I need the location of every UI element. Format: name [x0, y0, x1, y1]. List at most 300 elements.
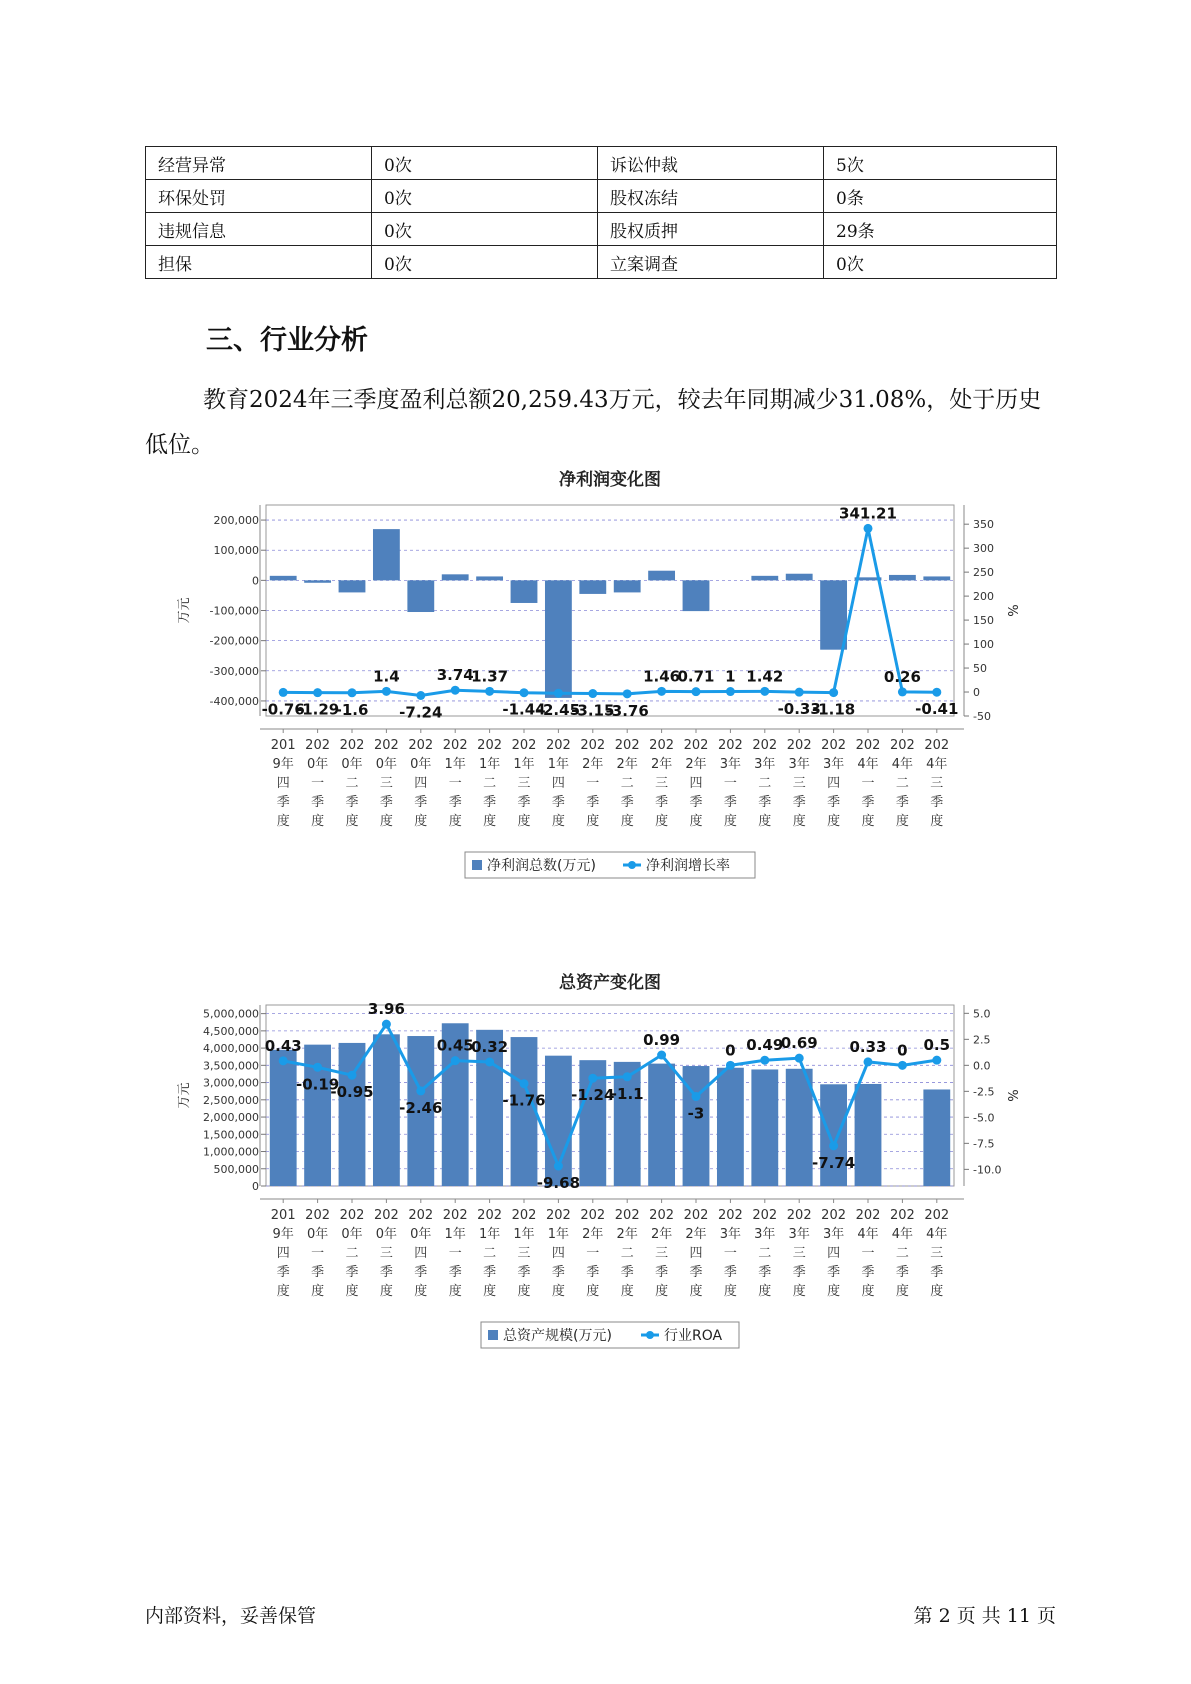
- data-label: -3.15: [571, 701, 615, 720]
- x-tick-label: 4年: [891, 757, 914, 772]
- x-tick-label: 度: [689, 1284, 703, 1299]
- x-tick-label: 度: [379, 814, 393, 829]
- data-label: 0.45: [436, 1036, 474, 1055]
- line-point: [279, 1056, 288, 1065]
- bar: [339, 1043, 366, 1186]
- x-tick-label: 四: [414, 1246, 428, 1261]
- x-tick-label: 度: [655, 1284, 669, 1299]
- data-label: 1.37: [471, 667, 509, 686]
- bar: [648, 571, 675, 581]
- data-label: -0.19: [295, 1075, 340, 1094]
- table-cell: 0次: [372, 147, 598, 180]
- y2-tick-label: -5.0: [973, 1111, 995, 1125]
- y-tick-label: 4,000,000: [203, 1042, 259, 1056]
- table-cell: 0次: [372, 213, 598, 246]
- bar: [511, 580, 538, 603]
- x-tick-label: 度: [723, 1284, 737, 1299]
- line-point: [279, 688, 288, 697]
- data-label: -0.76: [261, 700, 305, 719]
- x-tick-label: 202: [477, 738, 503, 753]
- x-tick-label: 2年: [616, 1227, 638, 1242]
- x-tick-label: 度: [758, 1284, 772, 1299]
- y-tick-label: -300,000: [209, 664, 259, 678]
- x-tick-label: 202: [408, 738, 434, 753]
- x-tick-label: 4年: [926, 1227, 948, 1242]
- x-tick-label: 三: [930, 1246, 944, 1261]
- line-point: [898, 1061, 907, 1070]
- data-label: 341.21: [839, 504, 897, 523]
- data-label: 0.26: [883, 667, 921, 686]
- x-tick-label: 度: [930, 1284, 944, 1299]
- bar: [476, 576, 503, 580]
- table-row: [146, 180, 1057, 213]
- x-tick-label: 季: [620, 1265, 634, 1280]
- bar: [579, 580, 606, 594]
- x-tick-label: 季: [723, 1265, 737, 1280]
- line-point: [382, 1020, 391, 1029]
- x-tick-label: 季: [345, 795, 359, 810]
- x-tick-label: 202: [373, 1208, 399, 1223]
- line-point: [657, 687, 666, 696]
- line-point: [554, 689, 563, 698]
- bar: [923, 576, 950, 580]
- x-tick-label: 二: [758, 1246, 772, 1261]
- line-point: [795, 688, 804, 697]
- x-tick-label: 度: [276, 814, 290, 829]
- x-tick-label: 度: [792, 814, 806, 829]
- y2-tick-label: -10.0: [973, 1163, 1002, 1177]
- x-tick-label: 季: [414, 795, 428, 810]
- x-tick-label: 202: [408, 1208, 434, 1223]
- x-tick-label: 四: [551, 776, 565, 791]
- x-tick-label: 一: [448, 776, 462, 791]
- x-tick-label: 四: [276, 1246, 290, 1261]
- x-tick-label: 度: [414, 1284, 428, 1299]
- bar: [751, 576, 778, 581]
- data-label: -3.76: [605, 701, 649, 720]
- y-tick-label: 0: [252, 574, 259, 588]
- x-tick-label: 0年: [375, 1227, 398, 1242]
- x-tick-label: 1年: [444, 1227, 466, 1242]
- y-axis-label: 万元: [177, 1082, 192, 1109]
- x-tick-label: 一: [586, 776, 600, 791]
- x-tick-label: 4年: [926, 757, 948, 772]
- data-label: 3.74: [436, 666, 474, 685]
- x-tick-label: 三: [517, 1246, 531, 1261]
- data-label: 0.32: [471, 1038, 509, 1057]
- table-cell: 担保: [146, 246, 372, 279]
- x-tick-label: 3年: [754, 757, 776, 772]
- data-label: -0.41: [915, 700, 959, 719]
- x-tick-label: 0年: [410, 757, 432, 772]
- data-label: 0.71: [677, 667, 715, 686]
- x-tick-label: 三: [379, 1246, 393, 1261]
- footer-confidential: 内部资料，妥善保管: [145, 1605, 317, 1627]
- table-cell: 0次: [372, 246, 598, 279]
- x-tick-label: 季: [758, 795, 772, 810]
- x-tick-label: 二: [895, 776, 909, 791]
- y2-tick-label: 200: [973, 590, 994, 604]
- line-point: [416, 691, 425, 700]
- y2-tick-label: -50: [973, 710, 991, 723]
- bar: [373, 529, 400, 580]
- y2-tick-label: 50: [973, 662, 987, 676]
- line-point: [692, 1092, 701, 1101]
- y-tick-label: 200,000: [213, 514, 259, 528]
- x-tick-label: 1年: [478, 1227, 501, 1242]
- x-tick-label: 季: [895, 795, 909, 810]
- x-tick-label: 四: [827, 776, 841, 791]
- data-label: -2.45: [536, 701, 581, 720]
- line-point: [451, 1056, 460, 1065]
- x-tick-label: 度: [586, 814, 600, 829]
- legend-bar-label: 净利润总数(万元): [487, 858, 596, 874]
- x-tick-label: 202: [717, 738, 743, 753]
- x-tick-label: 202: [305, 738, 331, 753]
- line-point: [520, 688, 529, 697]
- x-tick-label: 度: [379, 1284, 393, 1299]
- x-tick-label: 度: [586, 1284, 600, 1299]
- y2-tick-label: 0: [973, 686, 980, 700]
- data-label: 0.33: [849, 1037, 887, 1056]
- x-tick-label: 度: [655, 814, 669, 829]
- line-point: [623, 1072, 632, 1081]
- data-label: -7.74: [811, 1153, 856, 1172]
- x-tick-label: 季: [276, 1265, 290, 1280]
- line-point: [864, 1057, 873, 1066]
- y2-tick-label: 150: [973, 614, 994, 628]
- x-tick-label: 一: [861, 776, 875, 791]
- bar: [786, 574, 813, 581]
- y2-tick-label: 5.0: [973, 1007, 991, 1021]
- y-axis-label: 万元: [177, 597, 192, 624]
- x-tick-label: 度: [895, 814, 909, 829]
- x-tick-label: 季: [517, 1265, 531, 1280]
- x-tick-label: 度: [551, 1284, 565, 1299]
- x-tick-label: 度: [827, 1284, 841, 1299]
- x-tick-label: 2年: [685, 757, 707, 772]
- section-heading: 三、行业分析: [206, 325, 368, 356]
- x-tick-label: 4年: [891, 1227, 914, 1242]
- x-tick-label: 202: [339, 738, 365, 753]
- x-tick-label: 季: [827, 1265, 841, 1280]
- x-tick-label: 3年: [822, 757, 845, 772]
- table-cell: 股权质押: [598, 213, 824, 246]
- x-tick-label: 2年: [582, 757, 604, 772]
- x-tick-label: 202: [821, 738, 847, 753]
- line-point: [485, 687, 494, 696]
- line-point: [692, 687, 701, 696]
- x-tick-label: 0年: [410, 1227, 432, 1242]
- x-tick-label: 度: [861, 1284, 875, 1299]
- x-tick-label: 季: [930, 1265, 944, 1280]
- x-tick-label: 202: [580, 738, 606, 753]
- net-profit-chart-svg: [170, 470, 1050, 950]
- x-tick-label: 202: [511, 1208, 537, 1223]
- bar: [373, 1034, 400, 1186]
- y2-tick-label: 350: [973, 518, 994, 532]
- bar: [855, 1084, 882, 1186]
- x-tick-label: 一: [311, 1246, 325, 1261]
- x-tick-label: 二: [483, 1246, 497, 1261]
- x-tick-label: 季: [311, 1265, 325, 1280]
- data-label: 1.42: [746, 667, 784, 686]
- x-tick-label: 201: [270, 1208, 296, 1223]
- data-label: -1.76: [502, 1091, 546, 1110]
- x-tick-label: 二: [620, 1246, 634, 1261]
- legend-line-label: 净利润增长率: [646, 858, 730, 874]
- x-tick-label: 二: [345, 776, 359, 791]
- data-label: -1.1: [610, 1084, 644, 1103]
- x-tick-label: 202: [924, 738, 950, 753]
- x-tick-label: 度: [689, 814, 703, 829]
- data-label: 0.69: [780, 1034, 818, 1053]
- legend-line-marker: [646, 1331, 654, 1339]
- x-tick-label: 2年: [616, 757, 638, 772]
- x-tick-label: 度: [414, 814, 428, 829]
- x-tick-label: 二: [758, 776, 772, 791]
- data-label: -1.44: [502, 700, 546, 719]
- legend-line-label: 行业ROA: [664, 1328, 723, 1344]
- y2-tick-label: 100: [973, 638, 994, 652]
- legend-bar-swatch: [472, 860, 482, 870]
- bar: [820, 580, 847, 649]
- x-tick-label: 3年: [719, 757, 742, 772]
- data-label: -0.33: [777, 700, 821, 719]
- table-cell: 股权冻结: [598, 180, 824, 213]
- data-label: 0: [725, 1041, 736, 1060]
- x-tick-label: 季: [345, 1265, 359, 1280]
- line-point: [795, 1054, 804, 1063]
- table-cell: 环保处罚: [146, 180, 372, 213]
- x-tick-label: 202: [889, 1208, 915, 1223]
- line-point: [451, 686, 460, 695]
- x-tick-label: 四: [276, 776, 290, 791]
- data-label: -1.29: [295, 700, 340, 719]
- x-tick-label: 季: [758, 1265, 772, 1280]
- line-point: [348, 688, 357, 697]
- x-tick-label: 季: [861, 1265, 875, 1280]
- x-tick-label: 202: [821, 1208, 847, 1223]
- table-cell: 29条: [824, 213, 1057, 246]
- legend-bar-swatch: [488, 1330, 498, 1340]
- x-tick-label: 1年: [513, 1227, 535, 1242]
- x-tick-label: 4年: [857, 757, 879, 772]
- x-tick-label: 度: [551, 814, 565, 829]
- x-tick-label: 202: [855, 1208, 881, 1223]
- x-tick-label: 202: [752, 1208, 778, 1223]
- x-tick-label: 季: [414, 1265, 428, 1280]
- table-cell: 违规信息: [146, 213, 372, 246]
- data-label: -9.68: [536, 1174, 581, 1193]
- table-cell: 经营异常: [146, 147, 372, 180]
- line-point: [416, 1086, 425, 1095]
- data-label: 0.99: [643, 1031, 681, 1050]
- y-tick-label: 100,000: [213, 544, 259, 558]
- y-tick-label: 1,000,000: [203, 1145, 259, 1159]
- bar: [648, 1064, 675, 1186]
- line-point: [588, 689, 597, 698]
- bar: [270, 576, 297, 581]
- line-point: [313, 1063, 322, 1072]
- x-tick-label: 季: [586, 1265, 600, 1280]
- y-tick-label: 2,500,000: [203, 1093, 259, 1107]
- line-point: [520, 1079, 529, 1088]
- x-tick-label: 季: [483, 795, 497, 810]
- x-tick-label: 2年: [582, 1227, 604, 1242]
- x-tick-label: 202: [545, 1208, 571, 1223]
- x-tick-label: 二: [483, 776, 497, 791]
- x-tick-label: 202: [511, 738, 537, 753]
- x-tick-label: 一: [586, 1246, 600, 1261]
- chart-title: 总资产变化图: [559, 973, 661, 993]
- x-tick-label: 四: [689, 1246, 703, 1261]
- x-tick-label: 度: [311, 1284, 325, 1299]
- total-assets-chart: [170, 973, 1050, 1450]
- bar: [407, 580, 434, 612]
- x-tick-label: 202: [752, 738, 778, 753]
- x-tick-label: 一: [723, 776, 737, 791]
- x-tick-label: 1年: [547, 1227, 570, 1242]
- x-tick-label: 四: [827, 1246, 841, 1261]
- x-tick-label: 3年: [822, 1227, 845, 1242]
- x-tick-label: 四: [551, 1246, 565, 1261]
- x-tick-label: 一: [311, 776, 325, 791]
- y2-tick-label: -7.5: [973, 1137, 995, 1151]
- bar: [304, 580, 331, 582]
- y-tick-label: 0: [252, 1180, 259, 1193]
- y-tick-label: -400,000: [209, 694, 259, 708]
- x-tick-label: 9年: [272, 757, 294, 772]
- x-tick-label: 0年: [306, 1227, 329, 1242]
- x-tick-label: 季: [379, 1265, 393, 1280]
- total-assets-chart-svg: [170, 973, 1050, 1450]
- table-cell: 0次: [372, 180, 598, 213]
- x-tick-label: 季: [827, 795, 841, 810]
- x-tick-label: 202: [649, 1208, 675, 1223]
- y-tick-label: 1,500,000: [203, 1128, 259, 1142]
- y2-tick-label: 2.5: [973, 1033, 991, 1047]
- line-point: [864, 524, 873, 533]
- table-row: [146, 213, 1057, 246]
- y2-tick-label: -2.5: [973, 1085, 995, 1099]
- x-tick-label: 度: [861, 814, 875, 829]
- y-tick-label: 5,000,000: [203, 1007, 259, 1021]
- data-label: 0: [897, 1041, 908, 1060]
- y-tick-label: -200,000: [209, 634, 259, 648]
- line-point: [829, 1141, 838, 1150]
- line-point: [554, 1162, 563, 1171]
- net-profit-chart: [170, 470, 1050, 950]
- x-tick-label: 202: [580, 1208, 606, 1223]
- x-tick-label: 季: [551, 1265, 565, 1280]
- x-tick-label: 4年: [857, 1227, 879, 1242]
- bar: [923, 1089, 950, 1186]
- table-row: [146, 246, 1057, 279]
- x-tick-label: 度: [345, 814, 359, 829]
- x-tick-label: 202: [924, 1208, 950, 1223]
- y2-tick-label: 250: [973, 566, 994, 580]
- x-tick-label: 0年: [306, 757, 329, 772]
- x-tick-label: 季: [930, 795, 944, 810]
- y2-tick-label: 0.0: [973, 1059, 991, 1073]
- risk-table: [145, 146, 1057, 279]
- x-tick-label: 季: [689, 795, 703, 810]
- table-row: [146, 147, 1057, 180]
- x-tick-label: 三: [655, 1246, 669, 1261]
- line-point: [932, 1056, 941, 1065]
- x-tick-label: 度: [517, 1284, 531, 1299]
- x-tick-label: 季: [379, 795, 393, 810]
- bar: [545, 580, 572, 698]
- data-label: 1: [725, 667, 736, 686]
- data-label: -1.24: [571, 1086, 615, 1105]
- line-point: [382, 687, 391, 696]
- x-tick-label: 季: [861, 795, 875, 810]
- x-tick-label: 202: [614, 738, 640, 753]
- x-tick-label: 季: [655, 1265, 669, 1280]
- x-tick-label: 3年: [788, 1227, 810, 1242]
- x-tick-label: 季: [311, 795, 325, 810]
- x-tick-label: 季: [689, 1265, 703, 1280]
- x-tick-label: 四: [414, 776, 428, 791]
- line-point: [623, 689, 632, 698]
- data-label: -1.6: [335, 700, 369, 719]
- x-tick-label: 9年: [272, 1227, 294, 1242]
- x-tick-label: 0年: [341, 757, 363, 772]
- x-tick-label: 三: [517, 776, 531, 791]
- line-point: [932, 688, 941, 697]
- data-label: 1.4: [373, 667, 400, 686]
- x-tick-label: 季: [551, 795, 565, 810]
- x-tick-label: 季: [792, 1265, 806, 1280]
- y-tick-label: 3,000,000: [203, 1076, 259, 1090]
- x-tick-label: 二: [620, 776, 634, 791]
- x-tick-label: 1年: [547, 757, 570, 772]
- y-tick-label: -100,000: [209, 604, 259, 618]
- bar: [717, 1068, 744, 1186]
- x-tick-label: 一: [723, 1246, 737, 1261]
- x-tick-label: 三: [930, 776, 944, 791]
- x-tick-label: 201: [270, 738, 296, 753]
- x-tick-label: 季: [620, 795, 634, 810]
- line-point: [829, 688, 838, 697]
- x-tick-label: 季: [517, 795, 531, 810]
- data-label: -1.18: [811, 700, 856, 719]
- x-tick-label: 三: [792, 1246, 806, 1261]
- x-tick-label: 季: [586, 795, 600, 810]
- x-tick-label: 季: [448, 1265, 462, 1280]
- y-tick-label: 2,000,000: [203, 1111, 259, 1125]
- x-tick-label: 202: [477, 1208, 503, 1223]
- x-tick-label: 一: [861, 1246, 875, 1261]
- x-tick-label: 202: [649, 738, 675, 753]
- x-tick-label: 1年: [444, 757, 466, 772]
- x-tick-label: 202: [373, 738, 399, 753]
- x-tick-label: 季: [276, 795, 290, 810]
- x-tick-label: 202: [614, 1208, 640, 1223]
- x-tick-label: 二: [895, 1246, 909, 1261]
- x-tick-label: 202: [855, 738, 881, 753]
- bar: [751, 1069, 778, 1186]
- x-tick-label: 度: [758, 814, 772, 829]
- chart-title: 净利润变化图: [559, 470, 661, 490]
- x-tick-label: 202: [683, 1208, 709, 1223]
- y-tick-label: 500,000: [213, 1162, 259, 1176]
- line-point: [313, 688, 322, 697]
- x-tick-label: 度: [517, 814, 531, 829]
- x-tick-label: 季: [448, 795, 462, 810]
